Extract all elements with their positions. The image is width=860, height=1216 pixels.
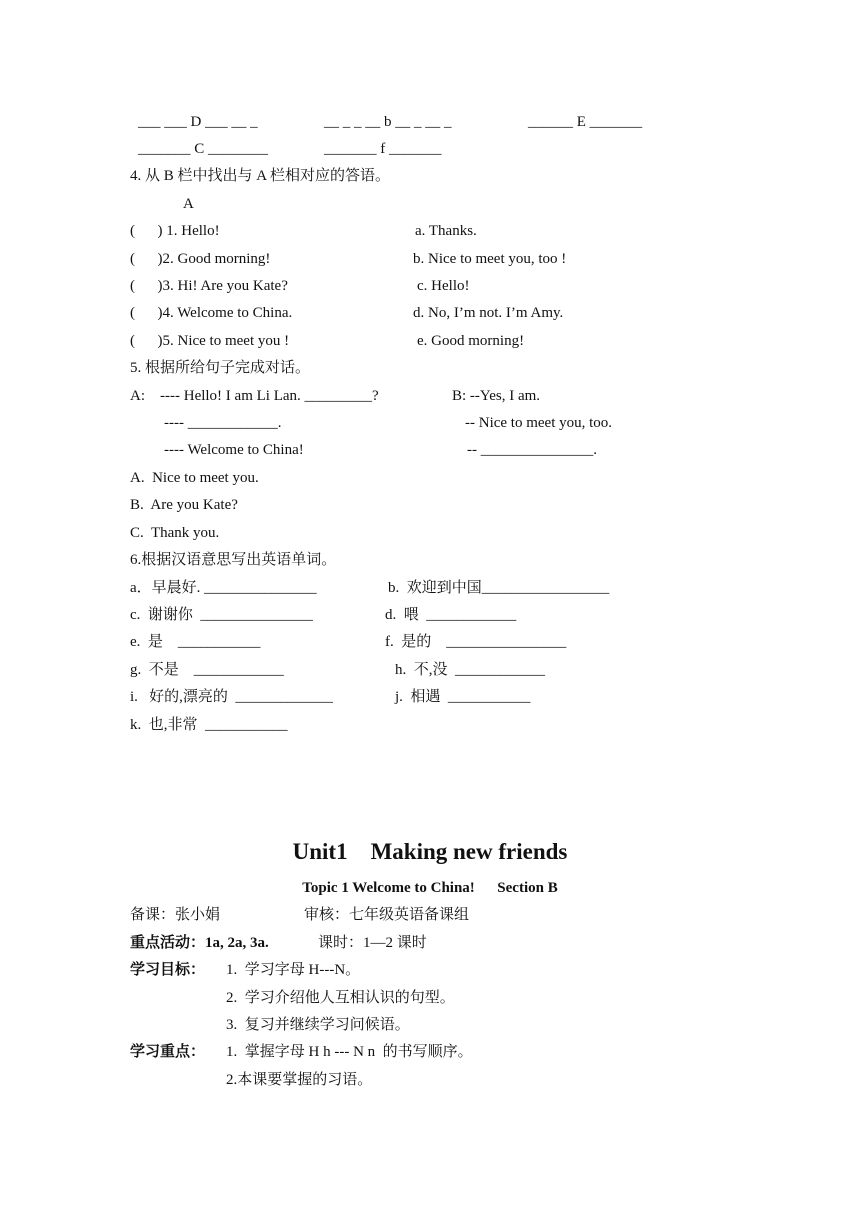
ex3-row2-left: _______ C ________ xyxy=(138,141,269,157)
ex6-item: a．早晨好. _______________ xyxy=(130,580,317,596)
ex4-answer: e. Good morning! xyxy=(417,333,525,349)
learning-goal: 3. 复习并继续学习问候语。 xyxy=(226,1017,410,1033)
key-activity-label: 重点活动：1a, 2a, 3a. xyxy=(130,935,269,951)
ex4-question: ( )4. Welcome to China. xyxy=(130,305,293,321)
class-hours: 课时：1—2 课时 xyxy=(318,935,427,951)
ex4-answer: c. Hello! xyxy=(417,278,470,294)
ex3-row2-mid: _______ f _______ xyxy=(324,141,442,157)
learning-goals-label: 学习目标： xyxy=(130,962,206,978)
learning-focus-label: 学习重点： xyxy=(130,1044,206,1060)
ex6-item: f. 是的 ________________ xyxy=(385,634,567,650)
learning-focus: 1. 掌握字母 H h --- N n 的书写顺序。 xyxy=(226,1044,473,1060)
prepared-by: 备课：张小娟 xyxy=(130,907,221,923)
ex6-item: k. 也,非常 ___________ xyxy=(130,717,288,733)
ex4-answer: b. Nice to meet you, too ! xyxy=(413,251,567,267)
ex6-item: h. 不,没 ____________ xyxy=(395,662,546,678)
ex4-question: ( )3. Hi! Are you Kate? xyxy=(130,278,288,294)
ex5-dialog-b: -- _______________. xyxy=(467,442,597,458)
ex4-question: ( )2. Good morning! xyxy=(130,251,271,267)
ex4-answer: d. No, I’m not. I’m Amy. xyxy=(413,305,564,321)
ex6-item: i. 好的,漂亮的 _____________ xyxy=(130,689,333,705)
ex5-dialog-a: ---- Welcome to China! xyxy=(164,442,304,458)
topic-subtitle: Topic 1 Welcome to China! Section B xyxy=(302,880,558,896)
ex4-col-a-label: A xyxy=(183,196,194,212)
ex4-heading: 4. 从 B 栏中找出与 A 栏相对应的答语。 xyxy=(130,168,391,184)
ex3-row1-right: ______ E _______ xyxy=(528,114,643,130)
ex5-dialog-a: A: ---- Hello! I am Li Lan. _________? xyxy=(130,388,379,404)
ex5-dialog-b: B: --Yes, I am. xyxy=(452,388,541,404)
ex6-item: g. 不是 ____________ xyxy=(130,662,284,678)
learning-focus: 2.本课要掌握的习语。 xyxy=(226,1072,373,1088)
ex5-dialog-b: -- Nice to meet you, too. xyxy=(465,415,613,431)
ex3-row1-mid: __ _ _ __ b __ _ __ _ xyxy=(324,114,452,130)
ex6-item: j. 相遇 ___________ xyxy=(395,689,531,705)
ex5-option: C. Thank you. xyxy=(130,525,220,541)
ex5-option: B. Are you Kate? xyxy=(130,497,238,513)
learning-goal: 2. 学习介绍他人互相认识的句型。 xyxy=(226,990,455,1006)
ex5-dialog-a: ---- ____________. xyxy=(164,415,282,431)
ex4-answer: a. Thanks. xyxy=(415,223,477,239)
ex5-heading: 5. 根据所给句子完成对话。 xyxy=(130,360,311,376)
learning-goal: 1. 学习字母 H---N。 xyxy=(226,962,361,978)
ex4-question: ( )5. Nice to meet you ! xyxy=(130,333,290,349)
reviewed-by: 审核：七年级英语备课组 xyxy=(304,907,470,923)
ex4-question: ( ) 1. Hello! xyxy=(130,223,220,239)
ex6-item: c. 谢谢你 _______________ xyxy=(130,607,313,623)
unit-title: Unit1 Making new friends xyxy=(292,839,568,864)
ex3-row1-left: ___ ___ D ___ __ _ xyxy=(138,114,258,130)
ex6-item: e. 是 ___________ xyxy=(130,634,261,650)
ex6-heading: 6.根据汉语意思写出英语单词。 xyxy=(130,552,337,568)
ex6-item: b. 欢迎到中国_________________ xyxy=(388,580,610,596)
ex6-item: d. 喂 ____________ xyxy=(385,607,517,623)
ex5-option: A. Nice to meet you. xyxy=(130,470,259,486)
